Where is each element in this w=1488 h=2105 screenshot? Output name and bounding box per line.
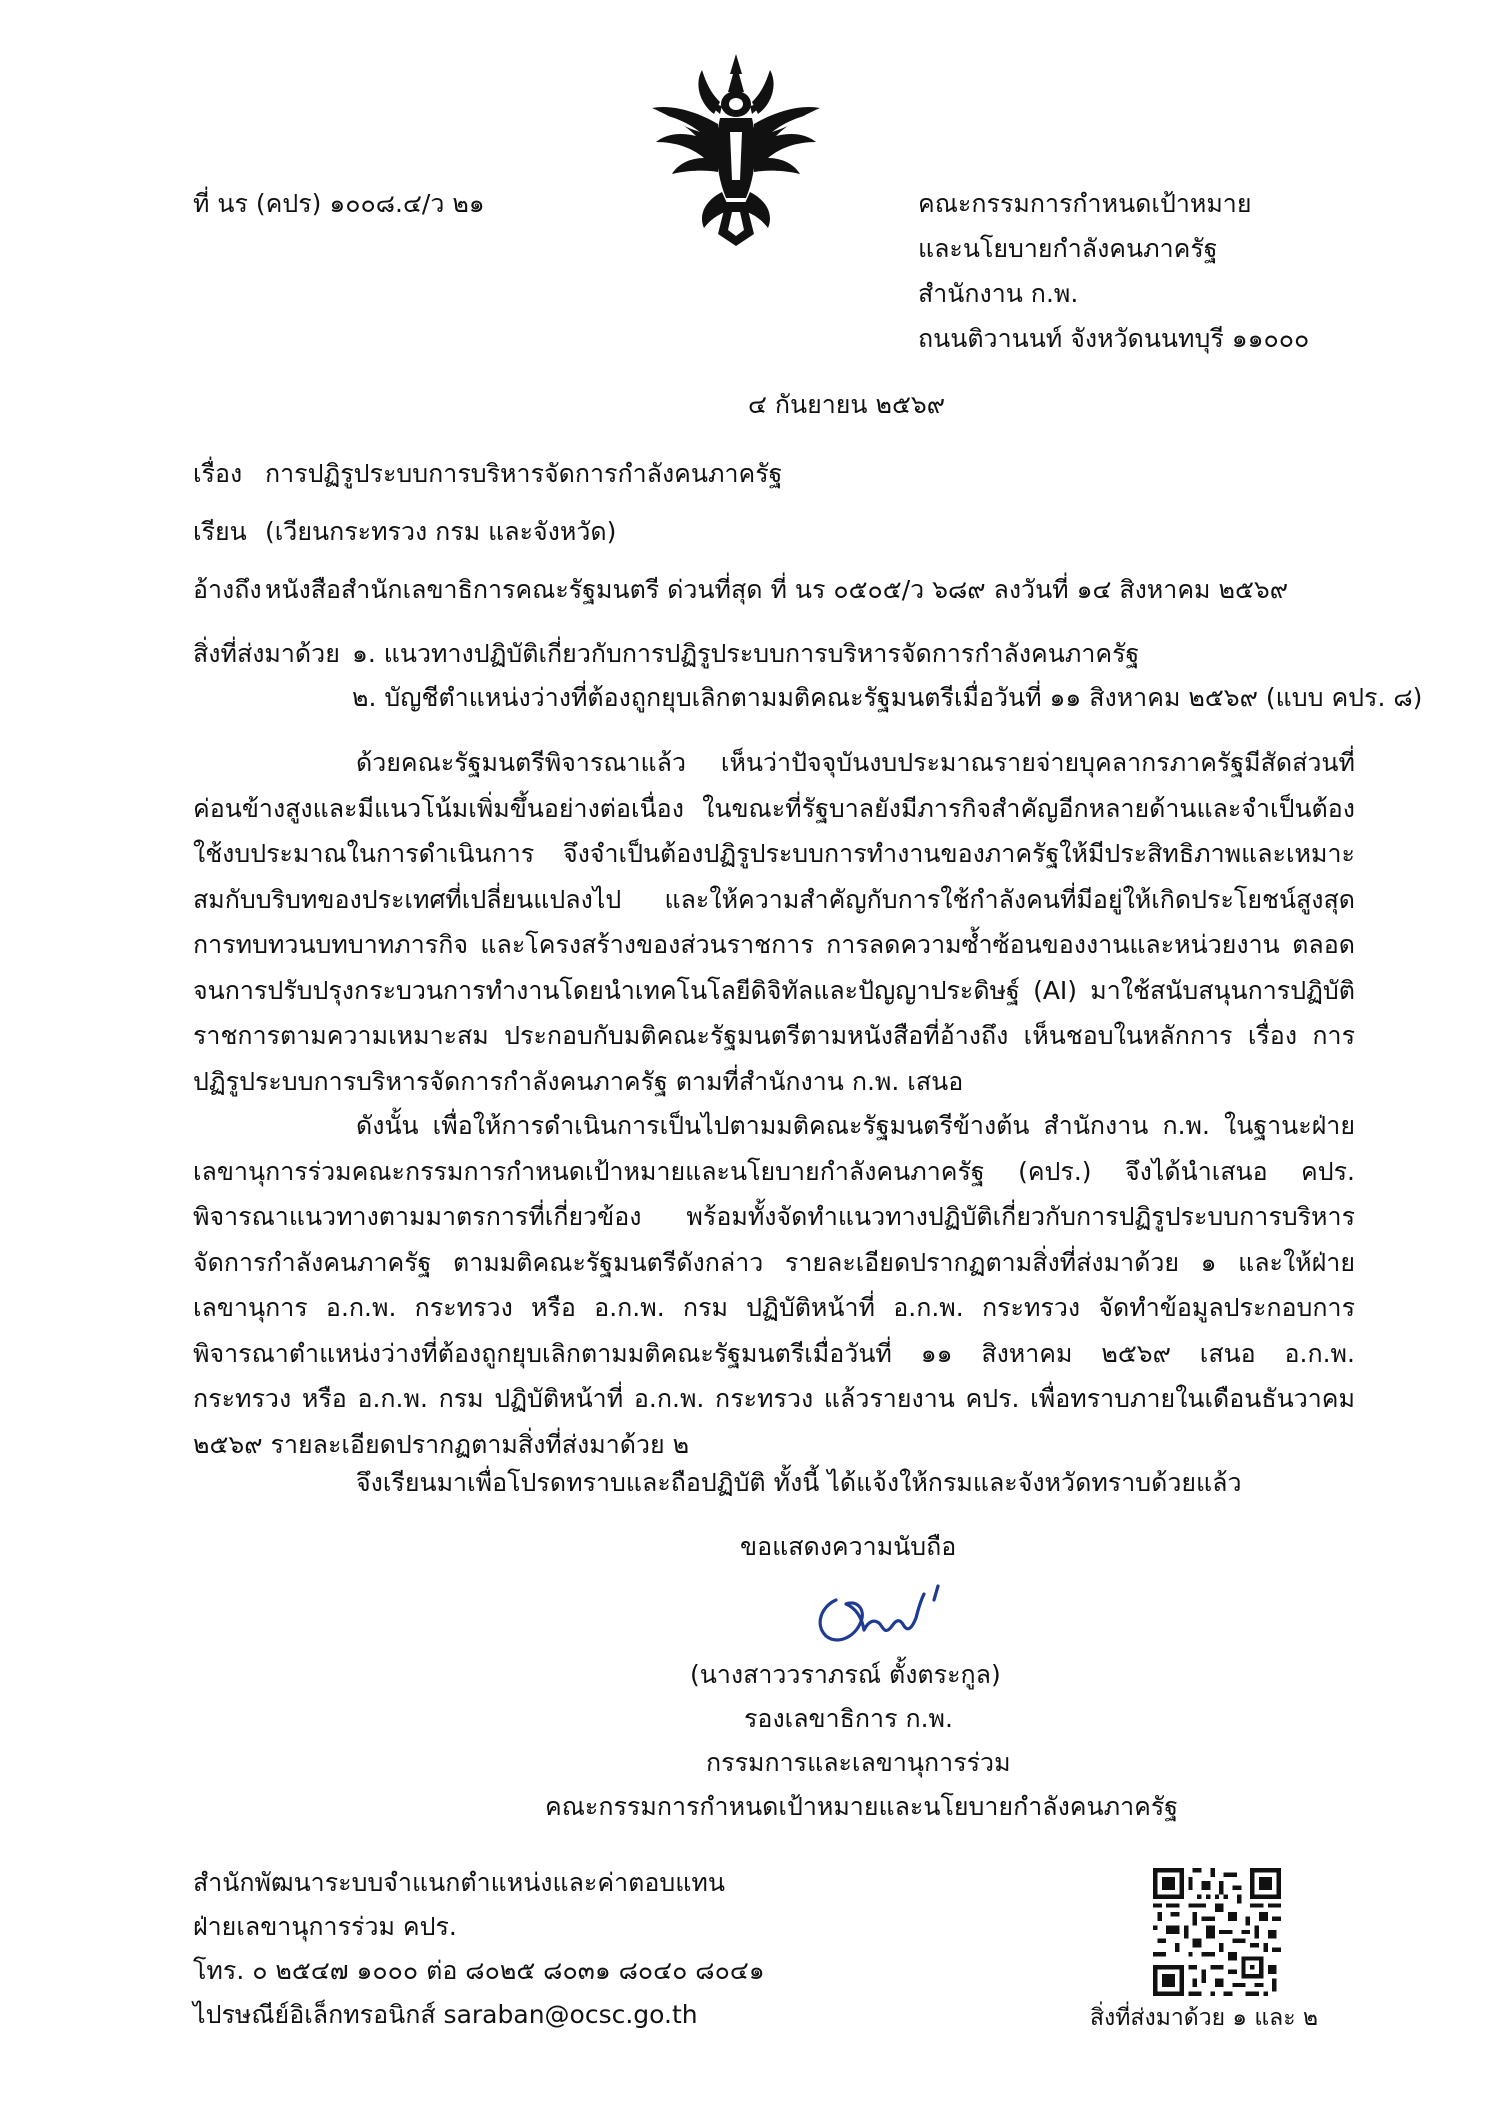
subject-label: เรื่อง — [193, 459, 243, 488]
subject-text: การปฏิรูประบบการบริหารจัดการกำลังคนภาครัฐ — [265, 459, 783, 488]
enclosure-label: สิ่งที่ส่งมาด้วย — [193, 639, 340, 668]
salutation: ขอแสดงความนับถือ — [740, 1532, 957, 1561]
qr-code-icon[interactable] — [1153, 1868, 1281, 1996]
handwritten-signature — [800, 1574, 960, 1658]
body-paragraph-1: ด้วยคณะรัฐมนตรีพิจารณาแล้ว เห็นว่าปัจจุบันงบประมาณรายจ่ายบุคลากรภาครัฐมีสัดส่วนที่ค่อนข้างสูงและมีแนวโน้มเพิ่มขึ้นอย่างต่อเนื่อง ในขณะที่รัฐบาลยังมีภารกิจสำคัญอีกหลายด้านและจำเป็นต้องใช้งบประมาณในการดำเนินการ จึงจำเป็นต้องปฏิรูประบบการทำงานของภาครัฐให้มีประสิทธิภาพและเหมาะสมกับบริบทของประเทศที่เปลี่ยนแปลงไป และให้ความสำคัญกับการใช้กำลังคนที่มีอยู่ให้เกิดประโยชน์สูงสุด การทบทวนบทบาทภารกิจ และโครงสร้างของส่วนราชการ การลดความซ้ำซ้อนของงานและหน่วยงาน ตลอดจนการปรับปรุงกระบวนการทำงานโดยนำเทคโนโลยีดิจิทัลและปัญญาประดิษฐ์ (AI) มาใช้สนับสนุนการปฏิบัติราชการตามความเหมาะสม ประกอบกับมติคณะรัฐมนตรีตามหนังสือที่อ้างถึง เห็นชอบในหลักการ เรื่อง การปฏิรูประบบการบริหารจัดการกำลังคนภาครัฐ ตามที่สำนักงาน ก.พ. เสนอ — [193, 748, 1355, 1096]
qr-caption: สิ่งที่ส่งมาด้วย ๑ และ ๒ — [1090, 2005, 1319, 2031]
org-line-1: คณะกรรมการกำหนดเป้าหมาย — [918, 189, 1252, 218]
org-line-4: ถนนติวานนท์ จังหวัดนนทบุรี ๑๑๐๐๐ — [918, 324, 1310, 353]
footer-office-line-1: สำนักพัฒนาระบบจำแนกตำแหน่งและค่าตอบแทน — [193, 1868, 725, 1897]
reference-label: อ้างถึง — [193, 575, 262, 604]
reference-text: หนังสือสำนักเลขาธิการคณะรัฐมนตรี ด่วนที่สุด ที่ นร ๐๕๐๕/ว ๖๘๙ ลงวันที่ ๑๔ สิงหาคม ๒๕๖๙ — [265, 575, 1289, 604]
enclosure-item-1: ๑. แนวทางปฏิบัติเกี่ยวกับการปฏิรูประบบการบริหารจัดการกำลังคนภาครัฐ — [352, 639, 1140, 668]
footer-phone: โทร. ๐ ๒๕๔๗ ๑๐๐๐ ต่อ ๘๐๒๕ ๘๐๓๑ ๘๐๔๐ ๘๐๔๑ — [193, 1956, 765, 1985]
letter-date: ๔ กันยายน ๒๕๖๙ — [748, 390, 946, 419]
to-text: (เวียนกระทรวง กรม และจังหวัด) — [265, 517, 617, 546]
signatory-name: (นางสาววราภรณ์ ตั้งตระกูล) — [690, 1660, 1001, 1689]
signatory-position-2: กรรมการและเลขานุการร่วม — [706, 1748, 1011, 1777]
body-paragraph-2: ดังนั้น เพื่อให้การดำเนินการเป็นไปตามมติคณะรัฐมนตรีข้างต้น สำนักงาน ก.พ. ในฐานะฝ่ายเลขานุการร่วมคณะกรรมการกำหนดเป้าหมายและนโยบายกำลังคนภาครัฐ (คปร.) จึงได้นำเสนอ คปร. พิจารณาแนวทางตามมาตรการที่เกี่ยวข้อง พร้อมทั้งจัดทำแนวทางปฏิบัติเกี่ยวกับการปฏิรูประบบการบริหารจัดการกำลังคนภาครัฐ ตามมติคณะรัฐมนตรีดังกล่าว รายละเอียดปรากฏตามสิ่งที่ส่งมาด้วย ๑ และให้ฝ่ายเลขานุการ อ.ก.พ. กระทรวง หรือ อ.ก.พ. กรม ปฏิบัติหน้าที่ อ.ก.พ. กระทรวง จัดทำข้อมูลประกอบการพิจารณาตำแหน่งว่างที่ต้องถูกยุบเลิกตามมติคณะรัฐมนตรีเมื่อวันที่ ๑๑ สิงหาคม ๒๕๖๙ เสนอ อ.ก.พ. กระทรวง หรือ อ.ก.พ. กรม ปฏิบัติหน้าที่ อ.ก.พ. กระทรวง แล้วรายงาน คปร. เพื่อทราบภายในเดือนธันวาคม ๒๕๖๙ รายละเอียดปรากฏตามสิ่งที่ส่งมาด้วย ๒ — [193, 1111, 1355, 1459]
to-label: เรียน — [193, 517, 247, 546]
garuda-emblem-icon — [648, 52, 824, 248]
reference-number: ที่ นร (คปร) ๑๐๐๘.๔/ว ๒๑ — [193, 189, 485, 218]
footer-office-line-2: ฝ่ายเลขานุการร่วม คปร. — [193, 1912, 457, 1941]
org-line-2: และนโยบายกำลังคนภาครัฐ — [918, 234, 1218, 263]
enclosure-item-2: ๒. บัญชีตำแหน่งว่างที่ต้องถูกยุบเลิกตามมติคณะรัฐมนตรีเมื่อวันที่ ๑๑ สิงหาคม ๒๕๖๙ (แบบ คปร. ๘) — [352, 683, 1423, 712]
footer-email[interactable]: ไปรษณีย์อิเล็กทรอนิกส์ saraban@ocsc.go.th — [193, 2000, 698, 2029]
signatory-position-1: รองเลขาธิการ ก.พ. — [744, 1704, 953, 1733]
org-line-3: สำนักงาน ก.พ. — [918, 279, 1079, 308]
signatory-position-3: คณะกรรมการกำหนดเป้าหมายและนโยบายกำลังคนภาครัฐ — [545, 1792, 1179, 1821]
closing-line: จึงเรียนมาเพื่อโปรดทราบและถือปฏิบัติ ทั้งนี้ ได้แจ้งให้กรมและจังหวัดทราบด้วยแล้ว — [356, 1468, 1242, 1497]
